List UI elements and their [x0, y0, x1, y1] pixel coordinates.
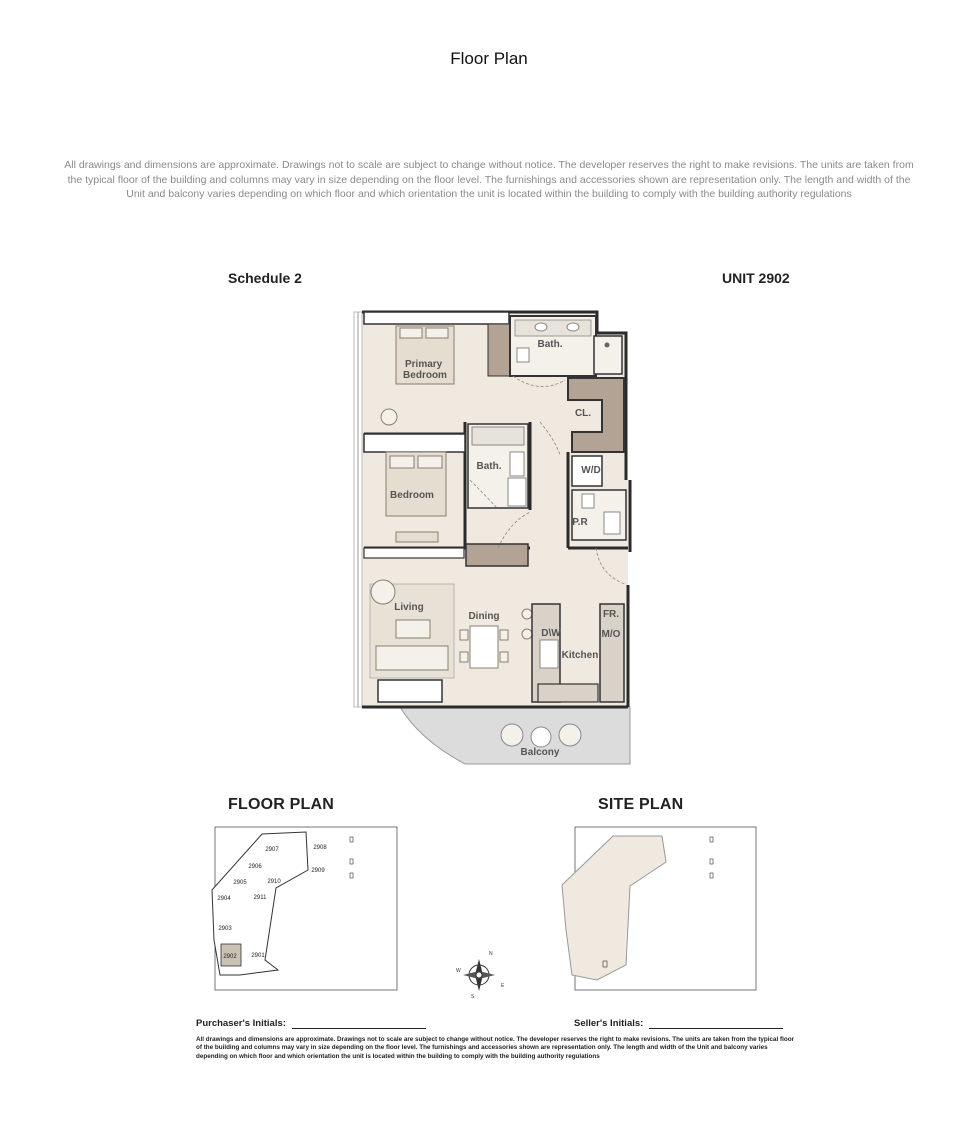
purchaser-initials-line[interactable]	[292, 1018, 426, 1029]
seller-initials-label: Seller's Initials:	[574, 1018, 644, 1029]
label-dishwasher: D\W	[541, 628, 561, 639]
label-bath-top: Bath.	[537, 339, 563, 350]
label-microwave: M/O	[601, 629, 621, 640]
site-plan-heading: SITE PLAN	[598, 796, 684, 813]
label-wd: W/D	[581, 465, 601, 476]
key-plan-unit-2904: 2904	[217, 896, 231, 902]
purchaser-initials-label: Purchaser's Initials:	[196, 1018, 286, 1029]
site-plan	[562, 827, 756, 990]
key-plan-unit-2901: 2901	[251, 953, 265, 959]
key-plan-unit-2910: 2910	[267, 879, 281, 885]
label-primary-bedroom: Primary Bedroom	[403, 359, 447, 381]
label-bedroom: Bedroom	[390, 490, 434, 501]
key-plan-unit-2902: 2902	[223, 954, 237, 960]
floor-plan-heading: FLOOR PLAN	[228, 796, 334, 813]
label-balcony: Balcony	[520, 747, 560, 758]
label-living: Living	[394, 602, 424, 613]
key-plan-unit-2907: 2907	[265, 847, 279, 853]
disclaimer-bottom: All drawings and dimensions are approximate. Drawings not to scale are subject to change without notice. The developer reserves the right to make revisions. The units are taken from the typical floor of the building and columns may vary in size depending on the floor level. The furnishings and accessories shown are representation only. The length and width of the Unit and balcony varies depending on which floor and which orientation the unit is located within the building to comply with the building authority regulations	[196, 1036, 795, 1060]
label-kitchen: Kitchen	[561, 650, 599, 661]
compass-s: S	[471, 994, 475, 1000]
seller-initials	[574, 1018, 783, 1029]
page-title: Floor Plan	[450, 49, 528, 68]
key-plan-unit-2908: 2908	[313, 845, 327, 851]
compass-icon	[463, 959, 495, 991]
label-powder-room: P.R	[572, 517, 588, 528]
key-plan-unit-2903: 2903	[218, 926, 232, 932]
key-plan-unit-2911: 2911	[253, 895, 267, 901]
disclaimer-top: All drawings and dimensions are approximate. Drawings not to scale are subject to change without notice. The developer reserves the right to make revisions. The units are taken from the typical floor of the building and columns may vary in size depending on the floor level. The furnishings and accessories shown are representation only. The length and width of the Unit and balcony varies depending on which floor and which orientation the unit is located within the building to comply with the building authority regulations	[64, 159, 914, 200]
label-fridge: FR.	[602, 609, 620, 620]
label-dining: Dining	[468, 611, 500, 622]
compass-e: E	[501, 983, 505, 989]
compass-w: W	[456, 968, 461, 974]
key-plan-unit-2906: 2906	[248, 864, 262, 870]
seller-initials-line[interactable]	[649, 1018, 783, 1029]
key-plan-floor	[212, 827, 397, 990]
label-closet: CL.	[574, 408, 592, 419]
label-bath-mid: Bath.	[476, 461, 502, 472]
schedule-label: Schedule 2	[228, 270, 302, 286]
key-plan-unit-2909: 2909	[311, 868, 325, 874]
purchaser-initials	[196, 1018, 426, 1029]
key-plan-unit-2905: 2905	[233, 880, 247, 886]
compass-n: N	[489, 951, 493, 957]
unit-label: UNIT 2902	[722, 270, 790, 286]
